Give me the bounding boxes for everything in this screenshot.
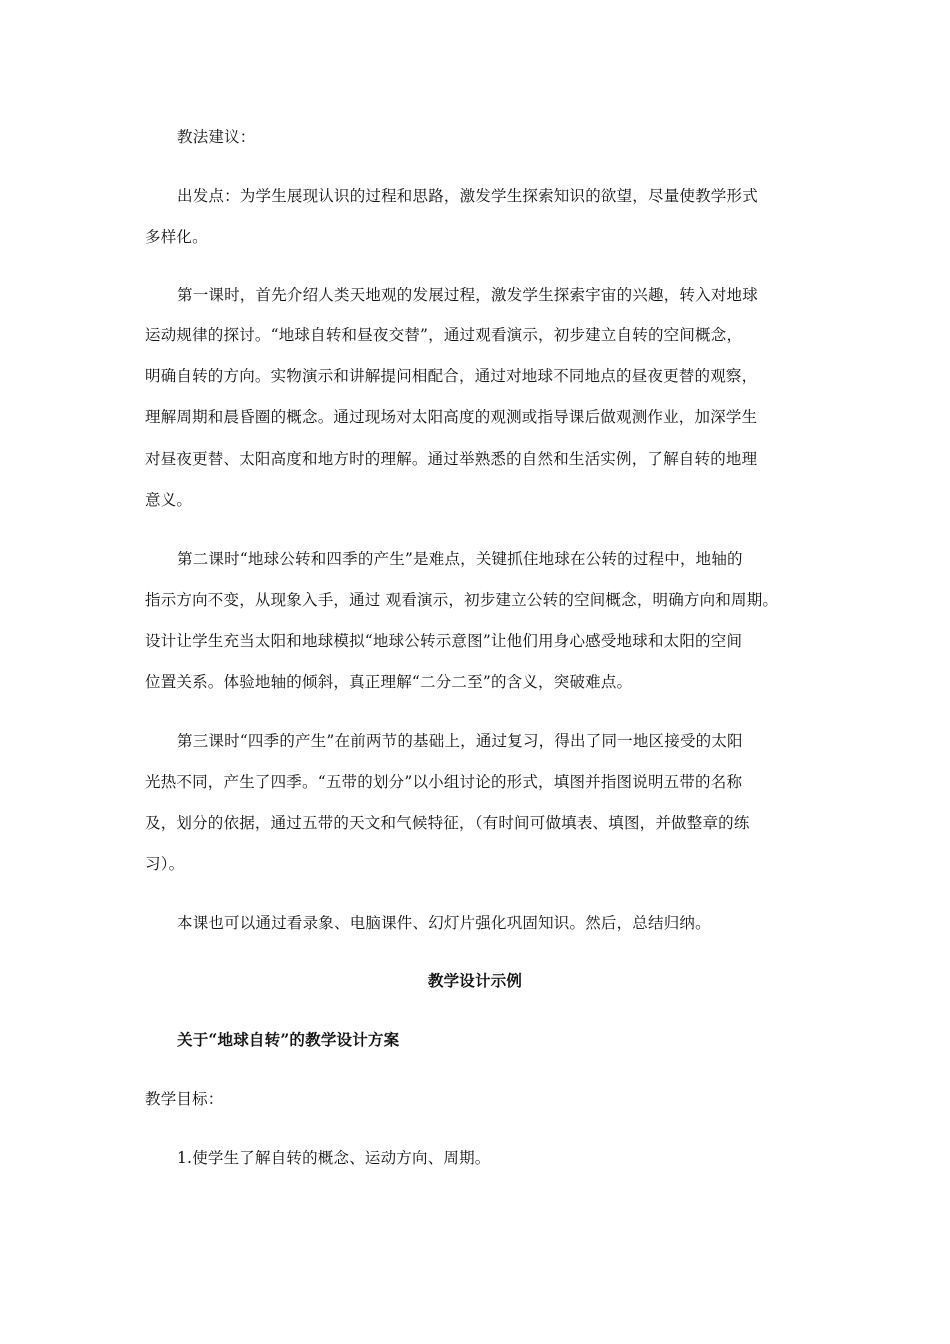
paragraph-line: 及，划分的依据，通过五带的天文和气候特征，（有时间可做填表、填图，并做整章的练 xyxy=(145,814,750,832)
paragraph-line: 位置关系。体验地轴的倾斜，真正理解“二分二至”的含义，突破难点。 xyxy=(145,673,633,691)
paragraph-line: 明确自转的方向。实物演示和讲解提问相配合，通过对地球不同地点的昼夜更替的观察， xyxy=(145,367,758,385)
paragraph-line: 第一课时，首先介绍人类天地观的发展过程，激发学生探索宇宙的兴趣，转入对地球 xyxy=(177,286,758,304)
paragraph-line: 设计让学生充当太阳和地球模拟“地球公转示意图”让他们用身心感受地球和太阳的空间 xyxy=(145,632,743,650)
summary-line: 本课也可以通过看录象、电脑课件、幻灯片强化巩固知识。然后，总结归纳。 xyxy=(177,914,711,932)
paragraph-line: 出发点：为学生展现认识的过程和思路，激发学生探索知识的欲望，尽量使教学形式 xyxy=(177,187,758,205)
paragraph-line: 对昼夜更替、太阳高度和地方时的理解。通过举熟悉的自然和生活实例，了解自转的地理 xyxy=(145,450,758,468)
design-title: 教学设计示例 xyxy=(427,971,523,990)
paragraph-line: 运动规律的探讨。“地球自转和昼夜交替”，通过观看演示，初步建立自转的空间概念， xyxy=(145,326,743,344)
paragraph-line: 第二课时“地球公转和四季的产生”是难点，关键抓住地球在公转的过程中，地轴的 xyxy=(177,550,743,568)
paragraph-line: 指示方向不变，从现象入手，通过 观看演示，初步建立公转的空间概念，明确方向和周期。 xyxy=(145,591,779,609)
paragraph-line: 习）。 xyxy=(145,855,185,873)
design-subtitle: 关于“地球自转”的教学设计方案 xyxy=(177,1030,400,1049)
paragraph-line: 多样化。 xyxy=(145,228,208,246)
paragraph-line: 第三课时“四季的产生”在前两节的基础上，通过复习，得出了同一地区接受的太阳 xyxy=(177,732,743,750)
objective-item: 1.使学生了解自转的概念、运动方向、周期。 xyxy=(177,1149,491,1167)
section-heading: 教法建议： xyxy=(177,128,256,146)
paragraph-line: 光热不同，产生了四季。“五带的划分”以小组讨论的形式，填图并指图说明五带的名称 xyxy=(145,773,743,791)
paragraph-line: 理解周期和晨昏圈的概念。通过现场对太阳高度的观测或指导课后做观测作业，加深学生 xyxy=(145,408,758,426)
paragraph-line: 意义。 xyxy=(145,491,193,509)
objectives-heading: 教学目标： xyxy=(145,1090,224,1108)
